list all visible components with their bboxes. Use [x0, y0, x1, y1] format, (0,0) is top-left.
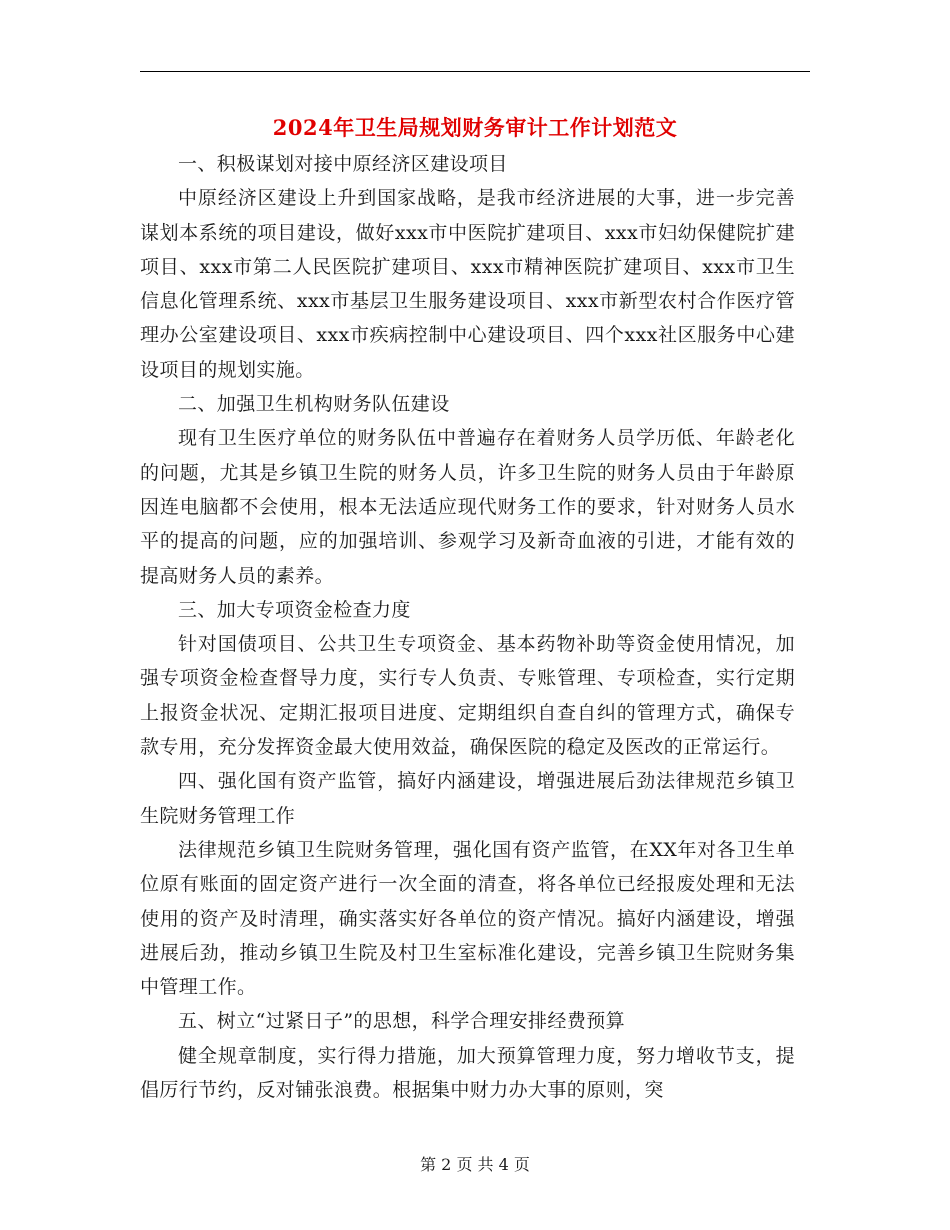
section-paragraph-4: 法律规范乡镇卫生院财务管理，强化国有资产监管，在XX年对各卫生单位原有账面的固定资产进行一次全面的清查，将各单位已经报废处理和无法使用的资产及时清理，确实落实好各单位的资产情况。搞好内涵建设，增强进展后劲，推动乡镇卫生院及村卫生室标准化建设，完善乡镇卫生院财务集中管理工作。 [140, 838, 795, 999]
section-paragraph-3: 针对国债项目、公共卫生专项资金、基本药物补助等资金使用情况，加强专项资金检查督导力度，实行专人负责、专账管理、专项检查，实行定期上报资金状况、定期汇报项目进度、定期组织自查自纠的管理方式，确保专款专用，充分发挥资金最大使用效益，确保医院的稳定及医改的正常运行。 [140, 633, 795, 759]
section-heading-3: 三、加大专项资金检查力度 [178, 598, 411, 621]
section-paragraph-1: 中原经济区建设上升到国家战略，是我市经济进展的大事，进一步完善谋划本系统的项目建设，做好xxx市中医院扩建项目、xxx市妇幼保健院扩建项目、xxx市第二人民医院扩建项目、xxx市精神医院扩建项目、xxx市卫生信息化管理系统、xxx市基层卫生服务建设项目、xxx市新型农村合作医疗管理办公室建设项目、xxx市疾病控制中心建设项目、四个xxx社区服务中心建设项目的规划实施。 [140, 187, 795, 381]
section-heading-2: 二、加强卫生机构财务队伍建设 [178, 393, 450, 416]
section-heading-4: 四、强化国有资产监管，搞好内涵建设，增强进展后劲法律规范乡镇卫生院财务管理工作 [140, 770, 795, 827]
document-body [140, 147, 795, 1107]
page-number-footer: 第 2 页 共 4 页 [420, 1155, 530, 1174]
section-paragraph-2: 现有卫生医疗单位的财务队伍中普遍存在着财务人员学历低、年龄老化的问题，尤其是乡镇卫生院的财务人员，许多卫生院的财务人员由于年龄原因连电脑都不会使用，根本无法适应现代财务工作的要求，针对财务人员水平的提高的问题，应的加强培训、参观学习及新奇血液的引进，才能有效的提高财务人员的素养。 [140, 427, 795, 587]
document-title: 2024年卫生局规划财务审计工作计划范文 [272, 115, 678, 140]
section-heading-1: 一、积极谋划对接中原经济区建设项目 [178, 153, 508, 175]
section-paragraph-5: 健全规章制度，实行得力措施，加大预算管理力度，努力增收节支，提倡厉行节约，反对铺张浪费。根据集中财力办大事的原则，突 [140, 1044, 795, 1102]
header-rule [140, 71, 810, 72]
section-heading-5: 五、树立“过紧日子”的思想，科学合理安排经费预算 [178, 1010, 626, 1033]
